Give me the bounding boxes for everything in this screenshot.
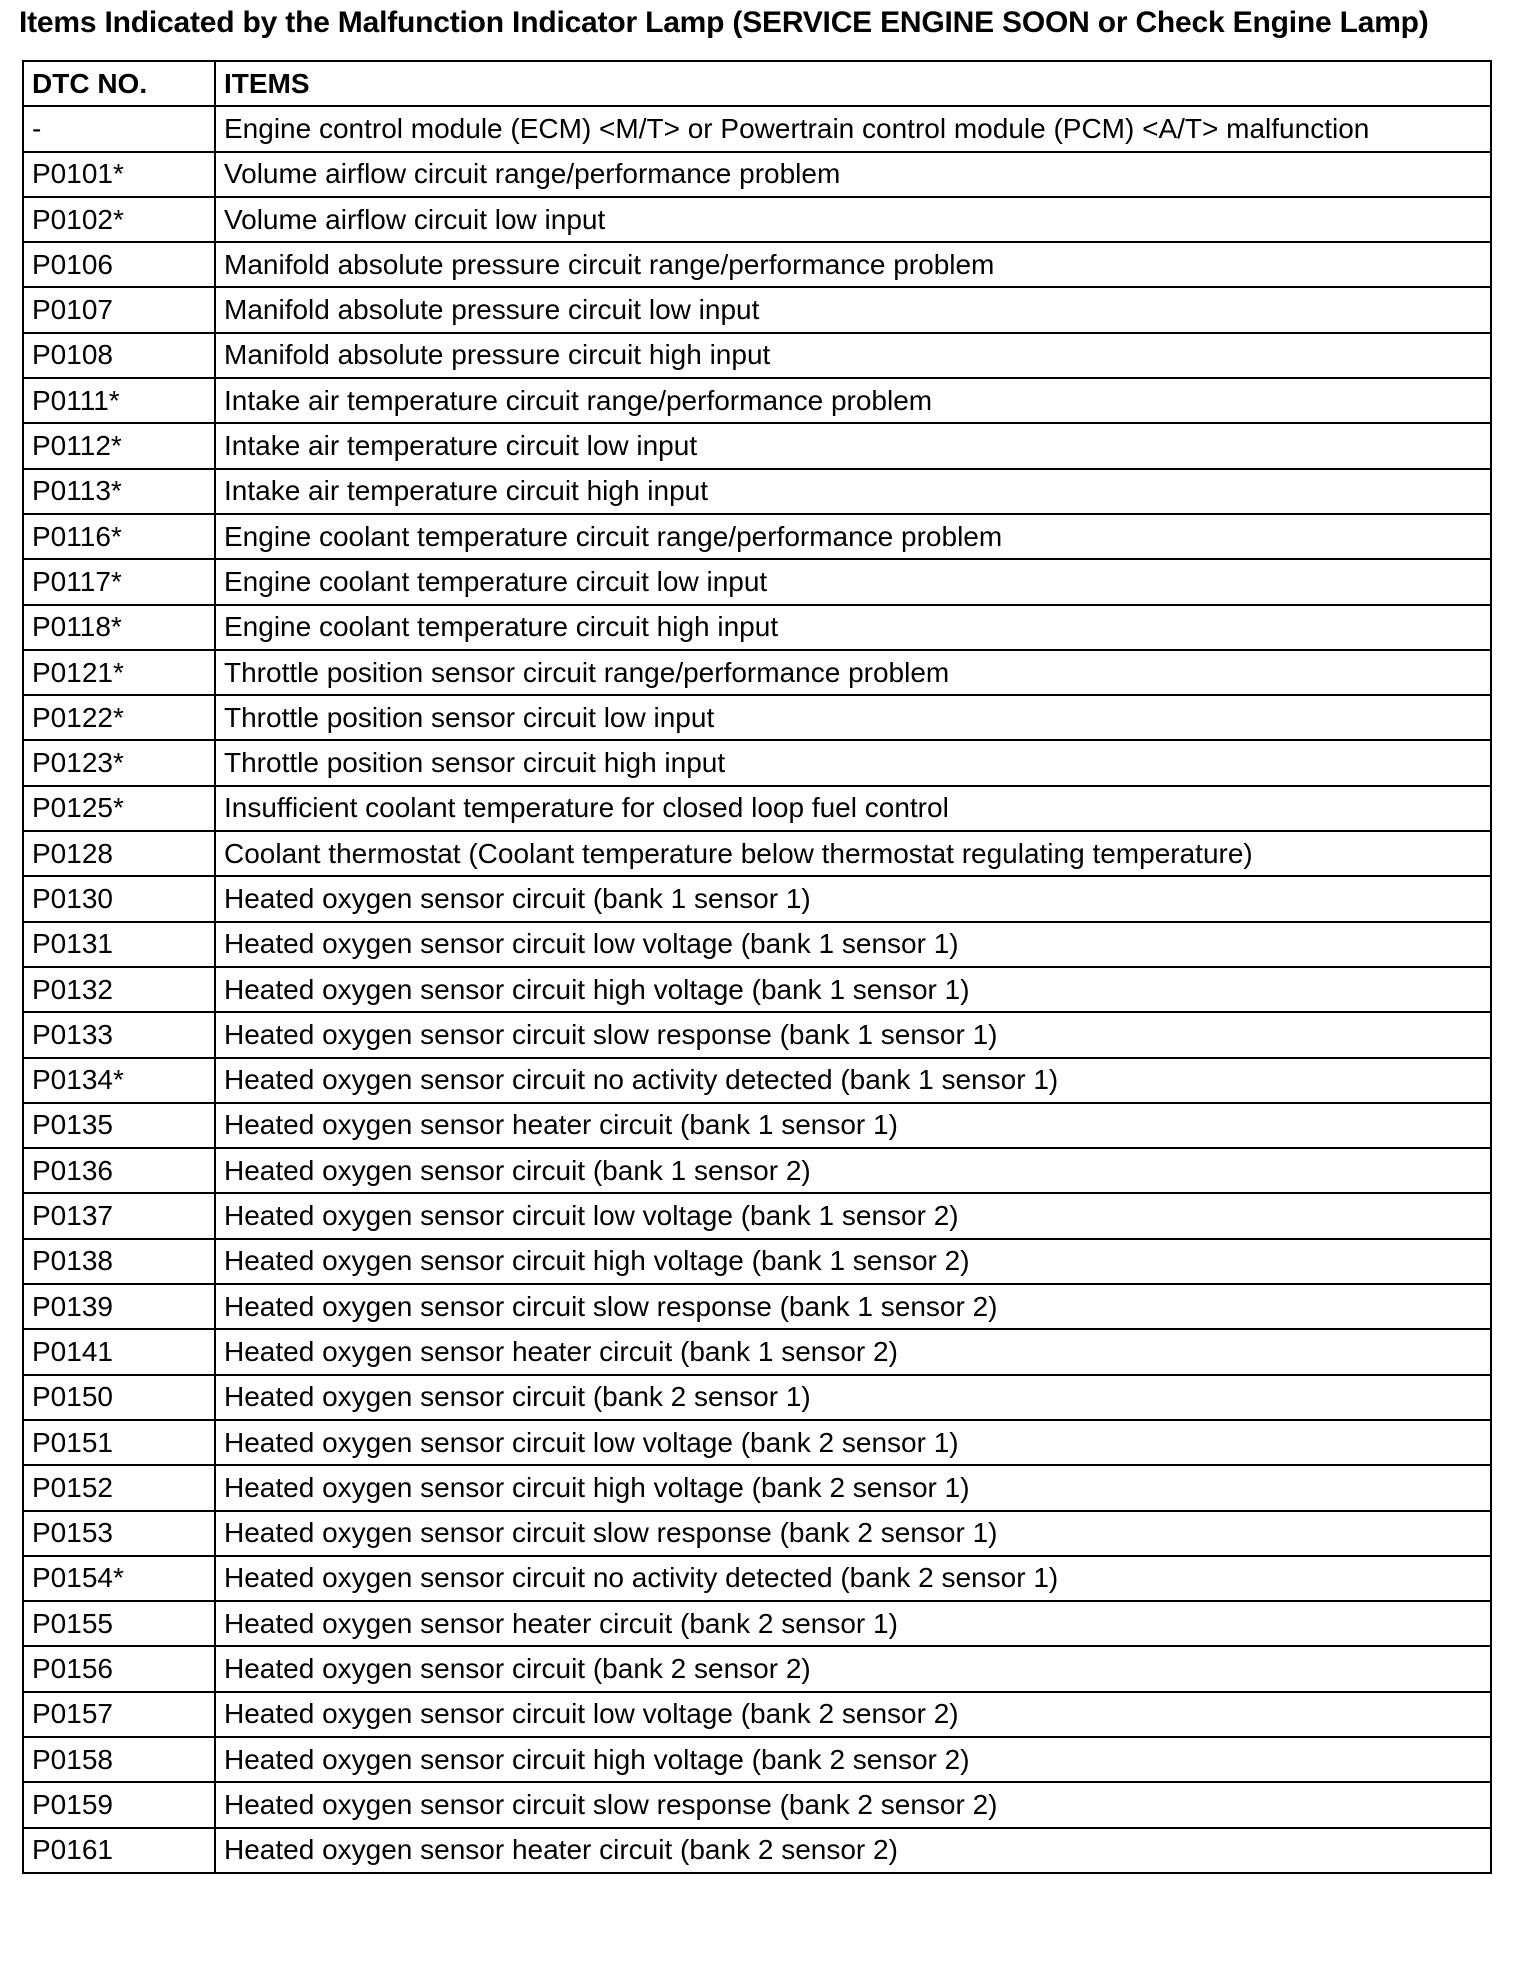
table-row bbox=[23, 1692, 1491, 1737]
table-row bbox=[23, 106, 1491, 151]
dtc-table bbox=[22, 60, 1492, 1874]
dtc-code-cell: P0135 bbox=[23, 1103, 215, 1148]
table-row bbox=[23, 650, 1491, 695]
dtc-code-cell: P0132 bbox=[23, 967, 215, 1012]
dtc-code-cell: P0130 bbox=[23, 876, 215, 921]
dtc-item-cell: Heated oxygen sensor circuit no activity detected (bank 1 sensor 1) bbox=[215, 1058, 1491, 1103]
dtc-code-cell: P0161 bbox=[23, 1828, 215, 1873]
dtc-code-cell: P0141 bbox=[23, 1329, 215, 1374]
dtc-code-cell: P0133 bbox=[23, 1012, 215, 1057]
dtc-item-cell: Manifold absolute pressure circuit low input bbox=[215, 287, 1491, 332]
dtc-item-cell: Coolant thermostat (Coolant temperature below thermostat regulating temperature) bbox=[215, 831, 1491, 876]
header-dtc-no: DTC NO. bbox=[23, 61, 215, 106]
dtc-item-cell: Heated oxygen sensor circuit low voltage (bank 1 sensor 2) bbox=[215, 1193, 1491, 1238]
table-row bbox=[23, 967, 1491, 1012]
dtc-item-cell: Heated oxygen sensor circuit low voltage (bank 1 sensor 1) bbox=[215, 922, 1491, 967]
dtc-code-cell: P0123* bbox=[23, 740, 215, 785]
dtc-code-cell: P0118* bbox=[23, 605, 215, 650]
table-row bbox=[23, 1329, 1491, 1374]
table-row bbox=[23, 469, 1491, 514]
table-body bbox=[23, 106, 1491, 1873]
dtc-code-cell: - bbox=[23, 106, 215, 151]
dtc-code-cell: P0108 bbox=[23, 333, 215, 378]
table-row bbox=[23, 1782, 1491, 1827]
dtc-item-cell: Heated oxygen sensor circuit (bank 1 sensor 1) bbox=[215, 876, 1491, 921]
dtc-item-cell: Heated oxygen sensor circuit high voltage (bank 2 sensor 2) bbox=[215, 1737, 1491, 1782]
dtc-code-cell: P0155 bbox=[23, 1601, 215, 1646]
table-row bbox=[23, 1012, 1491, 1057]
dtc-code-cell: P0121* bbox=[23, 650, 215, 695]
dtc-item-cell: Engine coolant temperature circuit range/performance problem bbox=[215, 514, 1491, 559]
dtc-code-cell: P0102* bbox=[23, 197, 215, 242]
dtc-code-cell: P0111* bbox=[23, 378, 215, 423]
dtc-item-cell: Heated oxygen sensor circuit (bank 2 sensor 1) bbox=[215, 1375, 1491, 1420]
dtc-item-cell: Heated oxygen sensor circuit slow response (bank 2 sensor 2) bbox=[215, 1782, 1491, 1827]
dtc-item-cell: Intake air temperature circuit range/performance problem bbox=[215, 378, 1491, 423]
table-row bbox=[23, 740, 1491, 785]
dtc-item-cell: Heated oxygen sensor circuit no activity detected (bank 2 sensor 1) bbox=[215, 1556, 1491, 1601]
dtc-item-cell: Heated oxygen sensor circuit slow response (bank 2 sensor 1) bbox=[215, 1511, 1491, 1556]
dtc-item-cell: Intake air temperature circuit high input bbox=[215, 469, 1491, 514]
table-row bbox=[23, 514, 1491, 559]
table-row bbox=[23, 1737, 1491, 1782]
table-row bbox=[23, 333, 1491, 378]
dtc-item-cell: Throttle position sensor circuit high input bbox=[215, 740, 1491, 785]
dtc-item-cell: Manifold absolute pressure circuit high input bbox=[215, 333, 1491, 378]
dtc-code-cell: P0122* bbox=[23, 695, 215, 740]
dtc-item-cell: Engine coolant temperature circuit low input bbox=[215, 559, 1491, 604]
table-row bbox=[23, 152, 1491, 197]
dtc-code-cell: P0131 bbox=[23, 922, 215, 967]
table-header-row bbox=[23, 61, 1491, 106]
dtc-item-cell: Heated oxygen sensor circuit (bank 1 sensor 2) bbox=[215, 1148, 1491, 1193]
table-row bbox=[23, 1511, 1491, 1556]
dtc-item-cell: Manifold absolute pressure circuit range/performance problem bbox=[215, 242, 1491, 287]
table-row bbox=[23, 1601, 1491, 1646]
dtc-code-cell: P0151 bbox=[23, 1420, 215, 1465]
table-row bbox=[23, 1193, 1491, 1238]
dtc-item-cell: Heated oxygen sensor heater circuit (bank 2 sensor 1) bbox=[215, 1601, 1491, 1646]
dtc-item-cell: Heated oxygen sensor circuit slow response (bank 1 sensor 1) bbox=[215, 1012, 1491, 1057]
dtc-item-cell: Heated oxygen sensor circuit high voltage (bank 1 sensor 2) bbox=[215, 1239, 1491, 1284]
page-title: Items Indicated by the Malfunction Indicator Lamp (SERVICE ENGINE SOON or Check Engine Lamp) bbox=[19, 6, 1429, 39]
table-row bbox=[23, 605, 1491, 650]
dtc-item-cell: Heated oxygen sensor heater circuit (bank 2 sensor 2) bbox=[215, 1828, 1491, 1873]
table-row bbox=[23, 423, 1491, 468]
dtc-item-cell: Insufficient coolant temperature for closed loop fuel control bbox=[215, 786, 1491, 831]
dtc-code-cell: P0113* bbox=[23, 469, 215, 514]
dtc-code-cell: P0101* bbox=[23, 152, 215, 197]
dtc-item-cell: Heated oxygen sensor heater circuit (bank 1 sensor 2) bbox=[215, 1329, 1491, 1374]
dtc-code-cell: P0156 bbox=[23, 1646, 215, 1691]
table-row bbox=[23, 831, 1491, 876]
dtc-code-cell: P0134* bbox=[23, 1058, 215, 1103]
table-row bbox=[23, 1284, 1491, 1329]
dtc-code-cell: P0139 bbox=[23, 1284, 215, 1329]
dtc-item-cell: Volume airflow circuit low input bbox=[215, 197, 1491, 242]
dtc-code-cell: P0158 bbox=[23, 1737, 215, 1782]
table-row bbox=[23, 786, 1491, 831]
dtc-code-cell: P0154* bbox=[23, 1556, 215, 1601]
dtc-code-cell: P0157 bbox=[23, 1692, 215, 1737]
dtc-code-cell: P0128 bbox=[23, 831, 215, 876]
table-row bbox=[23, 1828, 1491, 1873]
table-row bbox=[23, 1148, 1491, 1193]
table-row bbox=[23, 1646, 1491, 1691]
dtc-code-cell: P0159 bbox=[23, 1782, 215, 1827]
table-row bbox=[23, 287, 1491, 332]
dtc-item-cell: Volume airflow circuit range/performance problem bbox=[215, 152, 1491, 197]
table-row bbox=[23, 876, 1491, 921]
table-row bbox=[23, 922, 1491, 967]
dtc-code-cell: P0150 bbox=[23, 1375, 215, 1420]
dtc-code-cell: P0153 bbox=[23, 1511, 215, 1556]
table-row bbox=[23, 1103, 1491, 1148]
table-row bbox=[23, 559, 1491, 604]
table-row bbox=[23, 1375, 1491, 1420]
dtc-item-cell: Heated oxygen sensor circuit high voltage (bank 1 sensor 1) bbox=[215, 967, 1491, 1012]
dtc-item-cell: Heated oxygen sensor circuit low voltage (bank 2 sensor 2) bbox=[215, 1692, 1491, 1737]
dtc-code-cell: P0137 bbox=[23, 1193, 215, 1238]
dtc-code-cell: P0116* bbox=[23, 514, 215, 559]
table-row bbox=[23, 1058, 1491, 1103]
dtc-item-cell: Engine control module (ECM) <M/T> or Powertrain control module (PCM) <A/T> malfunction bbox=[215, 106, 1491, 151]
table-row bbox=[23, 695, 1491, 740]
dtc-item-cell: Intake air temperature circuit low input bbox=[215, 423, 1491, 468]
dtc-code-cell: P0112* bbox=[23, 423, 215, 468]
dtc-item-cell: Engine coolant temperature circuit high input bbox=[215, 605, 1491, 650]
dtc-item-cell: Heated oxygen sensor circuit (bank 2 sensor 2) bbox=[215, 1646, 1491, 1691]
table-row bbox=[23, 242, 1491, 287]
dtc-code-cell: P0125* bbox=[23, 786, 215, 831]
dtc-item-cell: Heated oxygen sensor heater circuit (bank 1 sensor 1) bbox=[215, 1103, 1491, 1148]
table-row bbox=[23, 1420, 1491, 1465]
dtc-item-cell: Heated oxygen sensor circuit low voltage (bank 2 sensor 1) bbox=[215, 1420, 1491, 1465]
dtc-code-cell: P0138 bbox=[23, 1239, 215, 1284]
dtc-code-cell: P0152 bbox=[23, 1465, 215, 1510]
dtc-code-cell: P0117* bbox=[23, 559, 215, 604]
dtc-code-cell: P0136 bbox=[23, 1148, 215, 1193]
table-row bbox=[23, 378, 1491, 423]
dtc-item-cell: Throttle position sensor circuit low input bbox=[215, 695, 1491, 740]
table-row bbox=[23, 197, 1491, 242]
dtc-item-cell: Throttle position sensor circuit range/performance problem bbox=[215, 650, 1491, 695]
dtc-item-cell: Heated oxygen sensor circuit high voltage (bank 2 sensor 1) bbox=[215, 1465, 1491, 1510]
table-row bbox=[23, 1239, 1491, 1284]
table-row bbox=[23, 1465, 1491, 1510]
dtc-item-cell: Heated oxygen sensor circuit slow response (bank 1 sensor 2) bbox=[215, 1284, 1491, 1329]
header-items: ITEMS bbox=[215, 61, 1491, 106]
dtc-code-cell: P0107 bbox=[23, 287, 215, 332]
table-row bbox=[23, 1556, 1491, 1601]
dtc-code-cell: P0106 bbox=[23, 242, 215, 287]
